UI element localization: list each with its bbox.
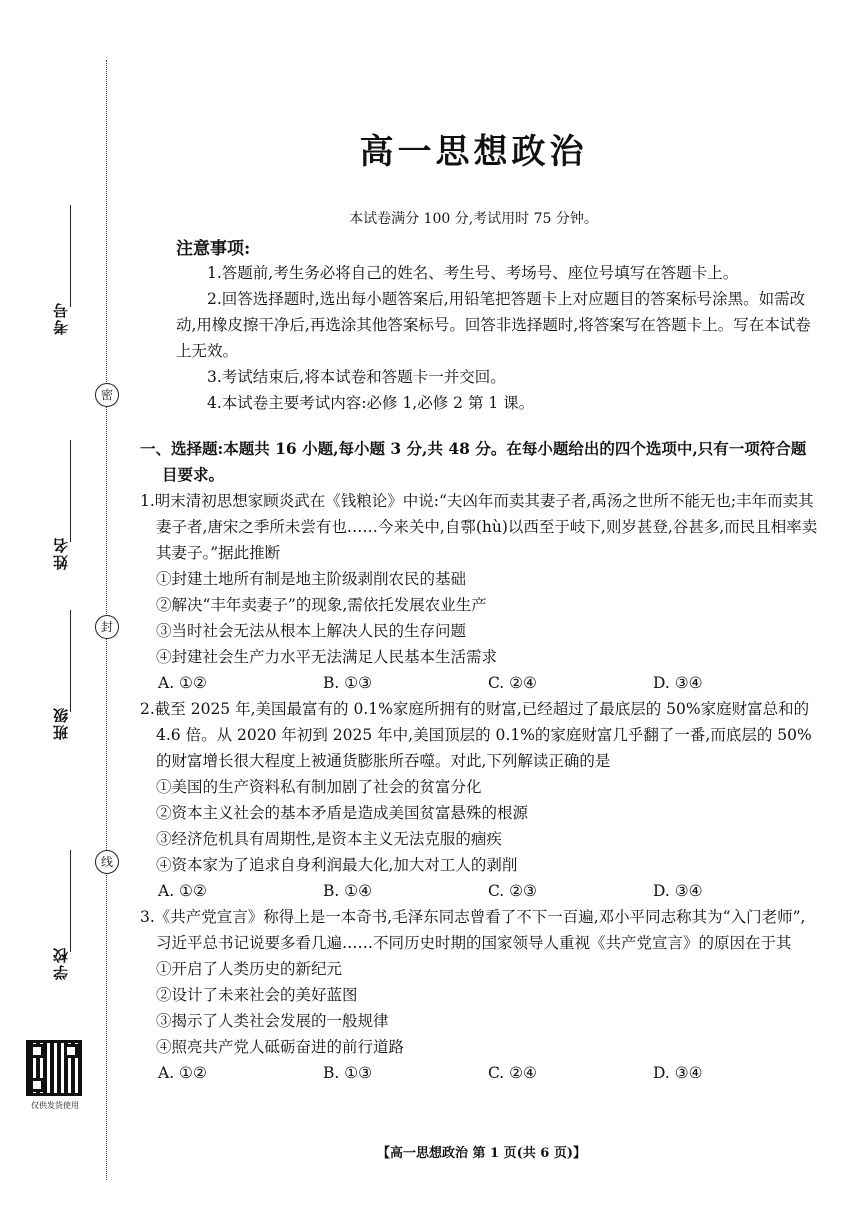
choice-a[interactable]: A. ①② [158, 674, 207, 692]
choice-b[interactable]: B. ①③ [323, 674, 373, 692]
exam-number-label: 考号 [52, 301, 70, 335]
choice-b[interactable]: B. ①④ [323, 882, 373, 900]
question-3 [140, 904, 820, 1086]
statement: ①开启了人类历史的新纪元 [156, 960, 343, 978]
class-field[interactable] [48, 610, 78, 740]
choice-a[interactable]: A. ①② [158, 1064, 207, 1082]
qr-caption: 仅供发货使用 [31, 1101, 79, 1110]
choice-c[interactable]: C. ②④ [488, 674, 537, 692]
statement: ③经济危机具有周期性,是资本主义无法克服的痼疾 [156, 830, 502, 848]
answer-choices [140, 878, 820, 904]
question-2 [140, 696, 820, 904]
seal-mi: 密 [95, 383, 119, 407]
question-1 [140, 488, 820, 696]
school-field[interactable] [48, 850, 78, 980]
question-stem: 2.截至 2025 年,美国最富有的 0.1%家庭所拥有的财富,已经超过了最底层的 50%家庭财富总和的 4.6 倍。从 2020 年初到 2025 年中,美国顶层的 0.1%的家庭财富几乎翻了一番,而底层的 50%的财富增长很大程度上被通货膨胀所吞噬。对此,下列解读正确的是 [140, 700, 812, 770]
choice-d[interactable]: D. ③④ [653, 882, 703, 900]
statement: ④资本家为了追求自身利润最大化,加大对工人的剥削 [156, 856, 518, 874]
choice-a[interactable]: A. ①② [158, 882, 207, 900]
note-item: 1.答题前,考生务必将自己的姓名、考生号、考场号、座位号填写在答题卡上。 [207, 264, 739, 282]
school-label: 学校 [52, 946, 70, 980]
answer-choices [140, 670, 820, 696]
choice-b[interactable]: B. ①③ [323, 1064, 373, 1082]
exam-content [140, 260, 820, 1086]
qr-code-icon [26, 1040, 82, 1096]
statement: ③当时社会无法从根本上解决人民的生存问题 [156, 622, 467, 640]
note-item: 2.回答选择题时,选出每小题答案后,用铅笔把答题卡上对应题目的答案标号涂黑。如需改动,用橡皮擦干净后,再选涂其他答案标号。回答非选择题时,将答案写在答题卡上。写在本试卷上无效。 [176, 290, 811, 360]
name-field[interactable] [48, 440, 78, 570]
notes-title: 注意事项: [176, 239, 251, 259]
statement: ②设计了未来社会的美好蓝图 [156, 986, 358, 1004]
statement: ①封建土地所有制是地主阶级剥削农民的基础 [156, 570, 467, 588]
choice-c[interactable]: C. ②③ [488, 882, 537, 900]
section-heading: 一、选择题:本题共 16 小题,每小题 3 分,共 48 分。在每小题给出的四个选项中,只有一项符合题目要求。 [140, 439, 807, 484]
statement: ④照亮共产党人砥砺奋进的前行道路 [156, 1038, 405, 1056]
name-label: 姓名 [52, 536, 70, 570]
page-footer: 【高一思想政治 第 1 页(共 6 页)】 [376, 1146, 587, 1161]
exam-info: 本试卷满分 100 分,考试用时 75 分钟。 [349, 211, 598, 227]
class-blank[interactable] [70, 610, 71, 712]
seal-feng: 封 [95, 615, 119, 639]
choice-c[interactable]: C. ②④ [488, 1064, 537, 1082]
question-stem: 3.《共产党宣言》称得上是一本奇书,毛泽东同志曾看了不下一百遍,邓小平同志称其为“入门老师”,习近平总书记说要多看几遍……不同历史时期的国家领导人重视《共产党宣言》的原因在于其 [140, 908, 806, 952]
choice-d[interactable]: D. ③④ [653, 674, 703, 692]
note-item: 3.考试结束后,将本试卷和答题卡一并交回。 [207, 368, 506, 386]
page-title: 高一思想政治 [359, 132, 588, 172]
seal-xian: 线 [95, 850, 119, 874]
statement: ②资本主义社会的基本矛盾是造成美国贫富悬殊的根源 [156, 804, 529, 822]
statement: ③揭示了人类社会发展的一般规律 [156, 1012, 389, 1030]
school-blank[interactable] [70, 850, 71, 952]
statement: ②解决“丰年卖妻子”的现象,需依托发展农业生产 [156, 596, 487, 614]
name-blank[interactable] [70, 440, 71, 542]
question-stem: 1.明末清初思想家顾炎武在《钱粮论》中说:“夫凶年而卖其妻子者,禹汤之世所不能无也;丰年而卖其妻子者,唐宋之季所未尝有也……今来关中,自鄠(hù)以西至于岐下,则岁甚登,谷甚多,而民且相率卖其妻子。”据此推断 [140, 492, 818, 562]
statement: ①美国的生产资料私有制加剧了社会的贫富分化 [156, 778, 482, 796]
choice-d[interactable]: D. ③④ [653, 1064, 703, 1082]
class-label: 班级 [52, 706, 70, 740]
statement: ④封建社会生产力水平无法满足人民基本生活需求 [156, 648, 498, 666]
note-item: 4.本试卷主要考试内容:必修 1,必修 2 第 1 课。 [207, 394, 535, 412]
answer-choices [140, 1060, 820, 1086]
